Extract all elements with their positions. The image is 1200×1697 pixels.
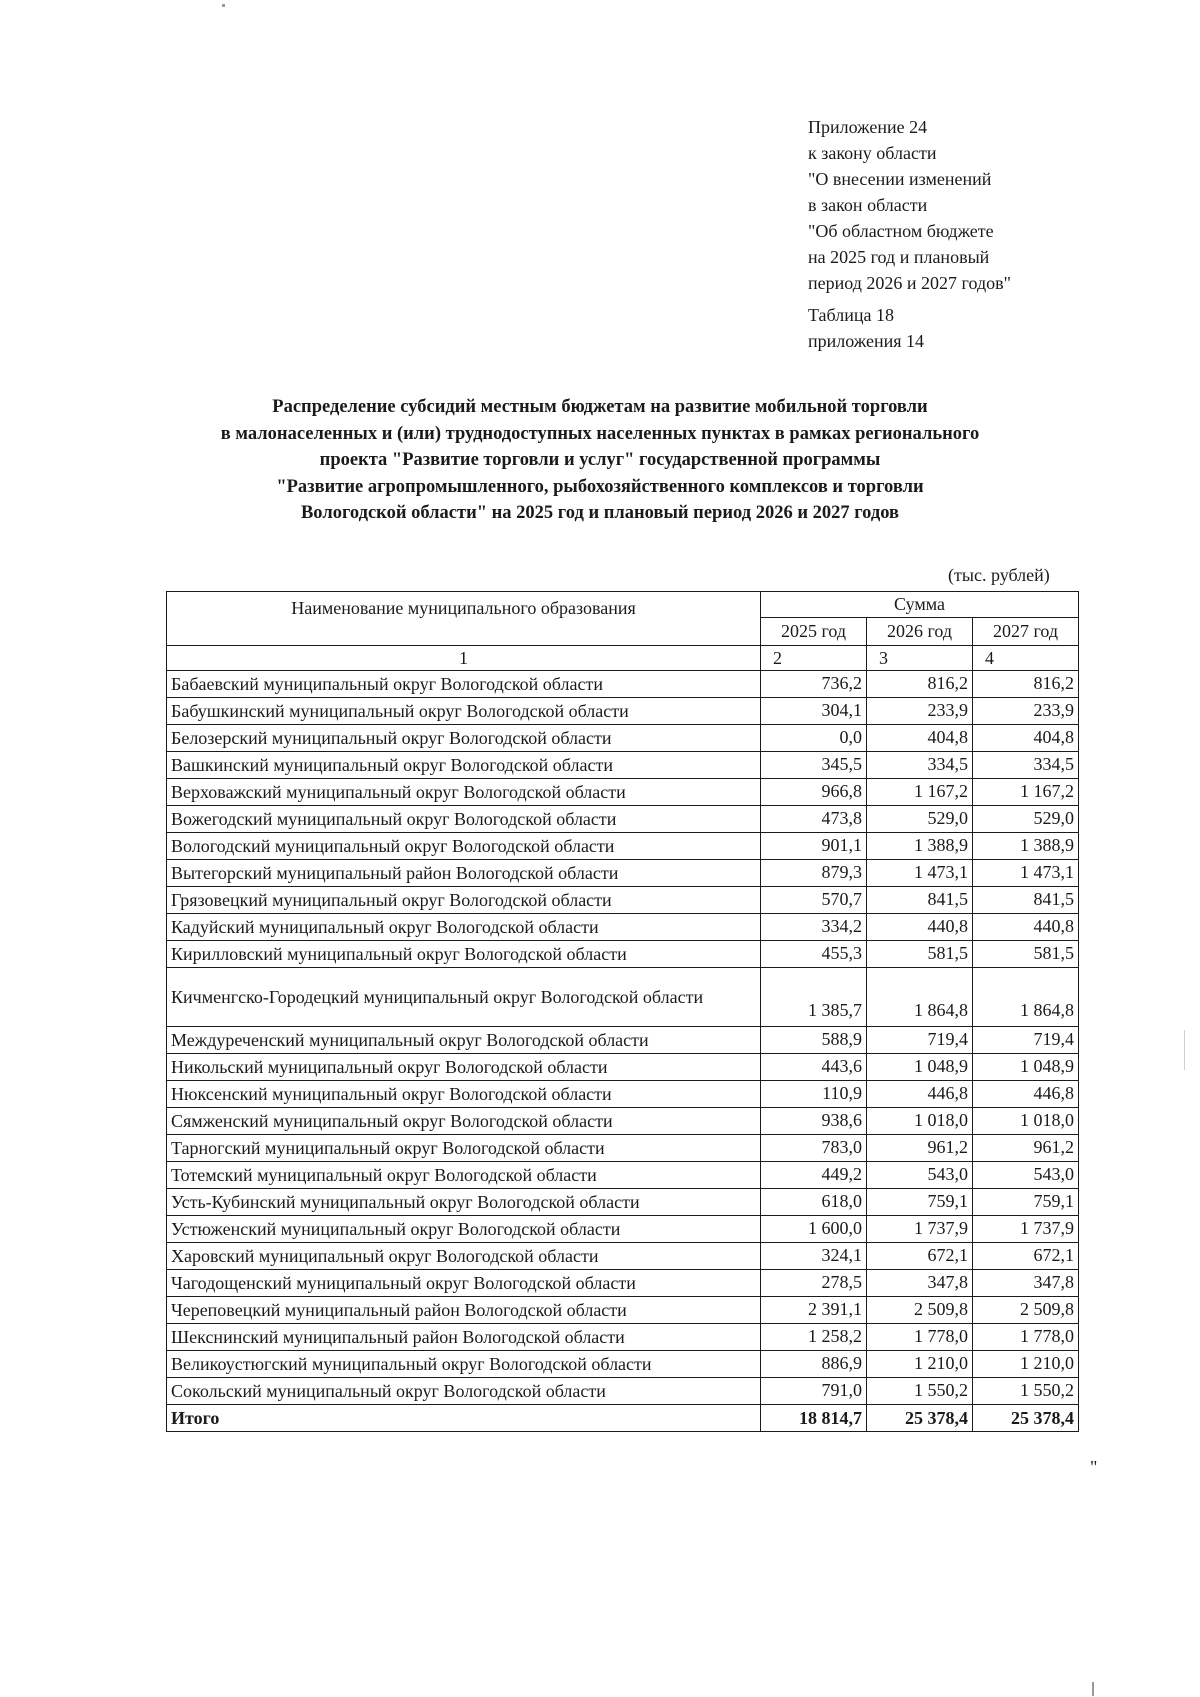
value-2026: 233,9 (867, 698, 973, 725)
value-2026: 529,0 (867, 806, 973, 833)
table-row (167, 1135, 1079, 1162)
table-ref-line: Таблица 18 (808, 305, 894, 325)
header-line: в закон области (808, 195, 928, 215)
municipality-name: Тотемский муниципальный округ Вологодской области (167, 1162, 761, 1189)
municipality-name: Нюксенский муниципальный округ Вологодской области (167, 1081, 761, 1108)
value-2026: 446,8 (867, 1081, 973, 1108)
value-2026: 1 018,0 (867, 1108, 973, 1135)
scan-speck-right (1184, 1030, 1185, 1070)
header-line: к закону области (808, 143, 937, 163)
municipality-name: Усть-Кубинский муниципальный округ Вологодской области (167, 1189, 761, 1216)
value-2025: 334,2 (761, 914, 867, 941)
total-row (167, 1405, 1079, 1432)
header-line: "Об областном бюджете (808, 221, 994, 241)
column-index: 1 (167, 646, 761, 671)
value-2026: 1 048,9 (867, 1054, 973, 1081)
value-2027: 233,9 (973, 698, 1079, 725)
value-2026: 841,5 (867, 887, 973, 914)
value-2025: 1 258,2 (761, 1324, 867, 1351)
table-row (167, 887, 1079, 914)
municipality-name: Сямженский муниципальный округ Вологодской области (167, 1108, 761, 1135)
table-row (167, 1081, 1079, 1108)
column-index: 2 (761, 646, 867, 671)
table-row (167, 1243, 1079, 1270)
scan-speck-top (222, 4, 225, 7)
value-2027: 1 778,0 (973, 1324, 1079, 1351)
municipality-name: Чагодощенский муниципальный округ Вологодской области (167, 1270, 761, 1297)
title-line: Вологодской области" на 2025 год и плановый период 2026 и 2027 годов (300, 503, 900, 523)
municipality-name: Устюженский муниципальный округ Вологодской области (167, 1216, 761, 1243)
value-2026: 1 388,9 (867, 833, 973, 860)
closing-quote: " (1090, 1457, 1098, 1477)
value-2027: 446,8 (973, 1081, 1079, 1108)
value-2025: 449,2 (761, 1162, 867, 1189)
municipality-name: Грязовецкий муниципальный округ Вологодской области (167, 887, 761, 914)
value-2025: 110,9 (761, 1081, 867, 1108)
value-2026: 543,0 (867, 1162, 973, 1189)
municipality-name: Череповецкий муниципальный район Вологодской области (167, 1297, 761, 1324)
municipality-name: Никольский муниципальный округ Вологодской области (167, 1054, 761, 1081)
municipality-name: Вологодский муниципальный округ Вологодской области (167, 833, 761, 860)
value-2027: 1 388,9 (973, 833, 1079, 860)
table-row (167, 671, 1079, 698)
value-2026: 440,8 (867, 914, 973, 941)
value-2025: 618,0 (761, 1189, 867, 1216)
value-2026: 1 473,1 (867, 860, 973, 887)
municipality-name: Междуреченский муниципальный округ Вологодской области (167, 1027, 761, 1054)
value-2025: 570,7 (761, 887, 867, 914)
title-line: Распределение субсидий местным бюджетам на развитие мобильной торговли (272, 397, 928, 417)
municipality-name: Бабаевский муниципальный округ Вологодской области (167, 671, 761, 698)
table-row (167, 941, 1079, 968)
value-2026: 1 778,0 (867, 1324, 973, 1351)
appendix-header (808, 114, 1128, 354)
value-2025: 879,3 (761, 860, 867, 887)
municipality-name: Великоустюгский муниципальный округ Вологодской области (167, 1351, 761, 1378)
value-2026: 581,5 (867, 941, 973, 968)
value-2026: 961,2 (867, 1135, 973, 1162)
municipality-name: Харовский муниципальный округ Вологодской области (167, 1243, 761, 1270)
subsidy-table (166, 591, 1079, 1432)
value-2027: 841,5 (973, 887, 1079, 914)
value-2027: 581,5 (973, 941, 1079, 968)
total-2025: 18 814,7 (761, 1405, 867, 1432)
value-2025: 791,0 (761, 1378, 867, 1405)
header-line: период 2026 и 2027 годов" (808, 273, 1011, 293)
value-2025: 588,9 (761, 1027, 867, 1054)
value-2027: 529,0 (973, 806, 1079, 833)
value-2026: 759,1 (867, 1189, 973, 1216)
value-2027: 404,8 (973, 725, 1079, 752)
table-row (167, 914, 1079, 941)
scan-speck-bottom (1092, 1682, 1094, 1696)
value-2027: 347,8 (973, 1270, 1079, 1297)
value-2026: 719,4 (867, 1027, 973, 1054)
value-2027: 672,1 (973, 1243, 1079, 1270)
value-2027: 1 473,1 (973, 860, 1079, 887)
value-2027: 719,4 (973, 1027, 1079, 1054)
municipality-name: Сокольский муниципальный округ Вологодской области (167, 1378, 761, 1405)
table-row (167, 1054, 1079, 1081)
document-title (140, 394, 1060, 527)
table-row (167, 752, 1079, 779)
value-2027: 1 737,9 (973, 1216, 1079, 1243)
value-2027: 816,2 (973, 671, 1079, 698)
units-label: (тыс. рублей) (948, 565, 1050, 585)
value-2027: 1 018,0 (973, 1108, 1079, 1135)
column-header-2027: 2027 год (973, 618, 1079, 646)
value-2025: 455,3 (761, 941, 867, 968)
table-row (167, 1324, 1079, 1351)
table-body (167, 671, 1079, 1405)
header-line: на 2025 год и плановый (808, 247, 990, 267)
value-2025: 345,5 (761, 752, 867, 779)
value-2027: 1 210,0 (973, 1351, 1079, 1378)
value-2025: 736,2 (761, 671, 867, 698)
municipality-name: Шекснинский муниципальный район Вологодской области (167, 1324, 761, 1351)
title-line: в малонаселенных и (или) труднодоступных населенных пунктах в рамках регионального (220, 423, 980, 444)
value-2026: 672,1 (867, 1243, 973, 1270)
table-row (167, 1108, 1079, 1135)
value-2027: 759,1 (973, 1189, 1079, 1216)
value-2027: 543,0 (973, 1162, 1079, 1189)
municipality-name: Вожегодский муниципальный округ Вологодской области (167, 806, 761, 833)
municipality-name: Тарногский муниципальный округ Вологодской области (167, 1135, 761, 1162)
municipality-name: Белозерский муниципальный округ Вологодской области (167, 725, 761, 752)
column-header-sum: Сумма (761, 592, 1079, 618)
municipality-name: Кичменгско-Городецкий муниципальный округ Вологодской области (167, 968, 761, 1027)
value-2025: 0,0 (761, 725, 867, 752)
table-row (167, 1297, 1079, 1324)
value-2025: 1 385,7 (761, 968, 867, 1027)
column-header-2026: 2026 год (867, 618, 973, 646)
value-2025: 304,1 (761, 698, 867, 725)
table-row (167, 779, 1079, 806)
table-row (167, 1162, 1079, 1189)
value-2025: 2 391,1 (761, 1297, 867, 1324)
total-label: Итого (167, 1405, 761, 1432)
header-line: Приложение 24 (808, 117, 928, 137)
municipality-name: Кирилловский муниципальный округ Вологодской области (167, 941, 761, 968)
value-2025: 443,6 (761, 1054, 867, 1081)
municipality-name: Вашкинский муниципальный округ Вологодской области (167, 752, 761, 779)
value-2027: 440,8 (973, 914, 1079, 941)
table-row (167, 968, 1079, 1027)
value-2025: 783,0 (761, 1135, 867, 1162)
value-2027: 961,2 (973, 1135, 1079, 1162)
municipality-name: Бабушкинский муниципальный округ Вологодской области (167, 698, 761, 725)
value-2025: 473,8 (761, 806, 867, 833)
column-header-2025: 2025 год (761, 618, 867, 646)
column-index: 3 (867, 646, 973, 671)
column-header-name: Наименование муниципального образования (167, 592, 761, 646)
title-line: проекта "Развитие торговли и услуг" государственной программы (319, 450, 881, 470)
value-2027: 1 550,2 (973, 1378, 1079, 1405)
value-2026: 2 509,8 (867, 1297, 973, 1324)
table-row (167, 725, 1079, 752)
municipality-name: Вытегорский муниципальный район Вологодской области (167, 860, 761, 887)
table-row (167, 1216, 1079, 1243)
value-2027: 1 167,2 (973, 779, 1079, 806)
total-2027: 25 378,4 (973, 1405, 1079, 1432)
value-2026: 1 210,0 (867, 1351, 973, 1378)
table-row (167, 1270, 1079, 1297)
table-row (167, 860, 1079, 887)
value-2026: 1 550,2 (867, 1378, 973, 1405)
value-2027: 334,5 (973, 752, 1079, 779)
value-2026: 1 737,9 (867, 1216, 973, 1243)
value-2026: 334,5 (867, 752, 973, 779)
table-ref-line: приложения 14 (808, 331, 925, 351)
value-2025: 938,6 (761, 1108, 867, 1135)
value-2025: 886,9 (761, 1351, 867, 1378)
table-row (167, 698, 1079, 725)
table-row (167, 1027, 1079, 1054)
title-line: "Развитие агропромышленного, рыбохозяйственного комплексов и торговли (276, 476, 924, 497)
value-2025: 901,1 (761, 833, 867, 860)
value-2026: 1 167,2 (867, 779, 973, 806)
municipality-name: Кадуйский муниципальный округ Вологодской области (167, 914, 761, 941)
value-2026: 347,8 (867, 1270, 973, 1297)
header-line: "О внесении изменений (808, 169, 992, 189)
table-row (167, 1189, 1079, 1216)
value-2025: 324,1 (761, 1243, 867, 1270)
value-2027: 2 509,8 (973, 1297, 1079, 1324)
total-2026: 25 378,4 (867, 1405, 973, 1432)
table-row (167, 1378, 1079, 1405)
table-row (167, 806, 1079, 833)
table-row (167, 833, 1079, 860)
value-2026: 404,8 (867, 725, 973, 752)
value-2026: 1 864,8 (867, 968, 973, 1027)
municipality-name: Верховажский муниципальный округ Вологодской области (167, 779, 761, 806)
column-index: 4 (973, 646, 1079, 671)
value-2025: 278,5 (761, 1270, 867, 1297)
value-2025: 966,8 (761, 779, 867, 806)
value-2027: 1 864,8 (973, 968, 1079, 1027)
value-2026: 816,2 (867, 671, 973, 698)
value-2027: 1 048,9 (973, 1054, 1079, 1081)
table-row (167, 1351, 1079, 1378)
value-2025: 1 600,0 (761, 1216, 867, 1243)
